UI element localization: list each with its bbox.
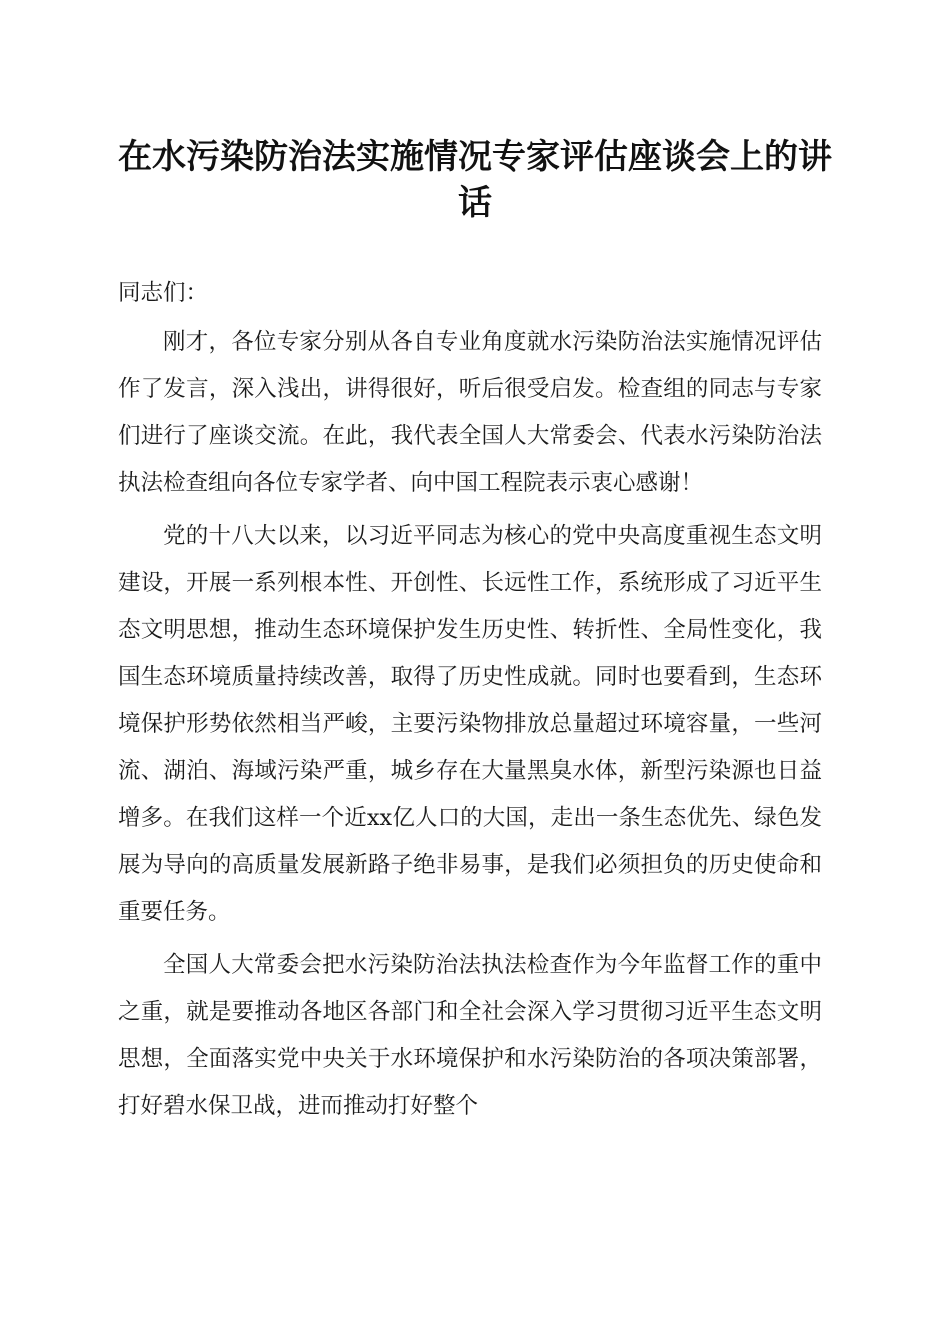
paragraph-2: 党的十八大以来，以习近平同志为核心的党中央高度重视生态文明建设，开展一系列根本性、开创性、长远性工作，系统形成了习近平生态文明思想，推动生态环境保护发生历史性、转折性、全局性变化，我国生态环境质量持续改善，取得了历史性成就。同时也要看到，生态环境保护形势依然相当严峻，主要污染物排放总量超过环境容量，一些河流、湖泊、海域污染严重，城乡存在大量黑臭水体，新型污染源也日益增多。在我们这样一个近xx亿人口的大国，走出一条生态优先、绿色发展为导向的高质量发展新路子绝非易事，是我们必须担负的历史使命和重要任务。 (118, 523, 822, 925)
document-title: 在水污染防治法实施情况专家评估座谈会上的讲话 (118, 137, 832, 223)
paragraph-3: 全国人大常委会把水污染防治法执法检查作为今年监督工作的重中之重，就是要推动各地区各部门和全社会深入学习贯彻习近平生态文明思想，全面落实党中央关于水环境保护和水污染防治的各项决策部署，打好碧水保卫战，进而推动打好整个 (118, 952, 822, 1119)
paragraph-1: 刚才，各位专家分别从各自专业角度就水污染防治法实施情况评估作了发言，深入浅出，讲得很好，听后很受启发。检查组的同志与专家们进行了座谈交流。在此，我代表全国人大常委会、代表水污染防治法执法检查组向各位专家学者、向中国工程院表示衷心感谢！ (118, 329, 822, 496)
salutation: 同志们： (118, 280, 209, 306)
document-body (118, 270, 822, 1130)
